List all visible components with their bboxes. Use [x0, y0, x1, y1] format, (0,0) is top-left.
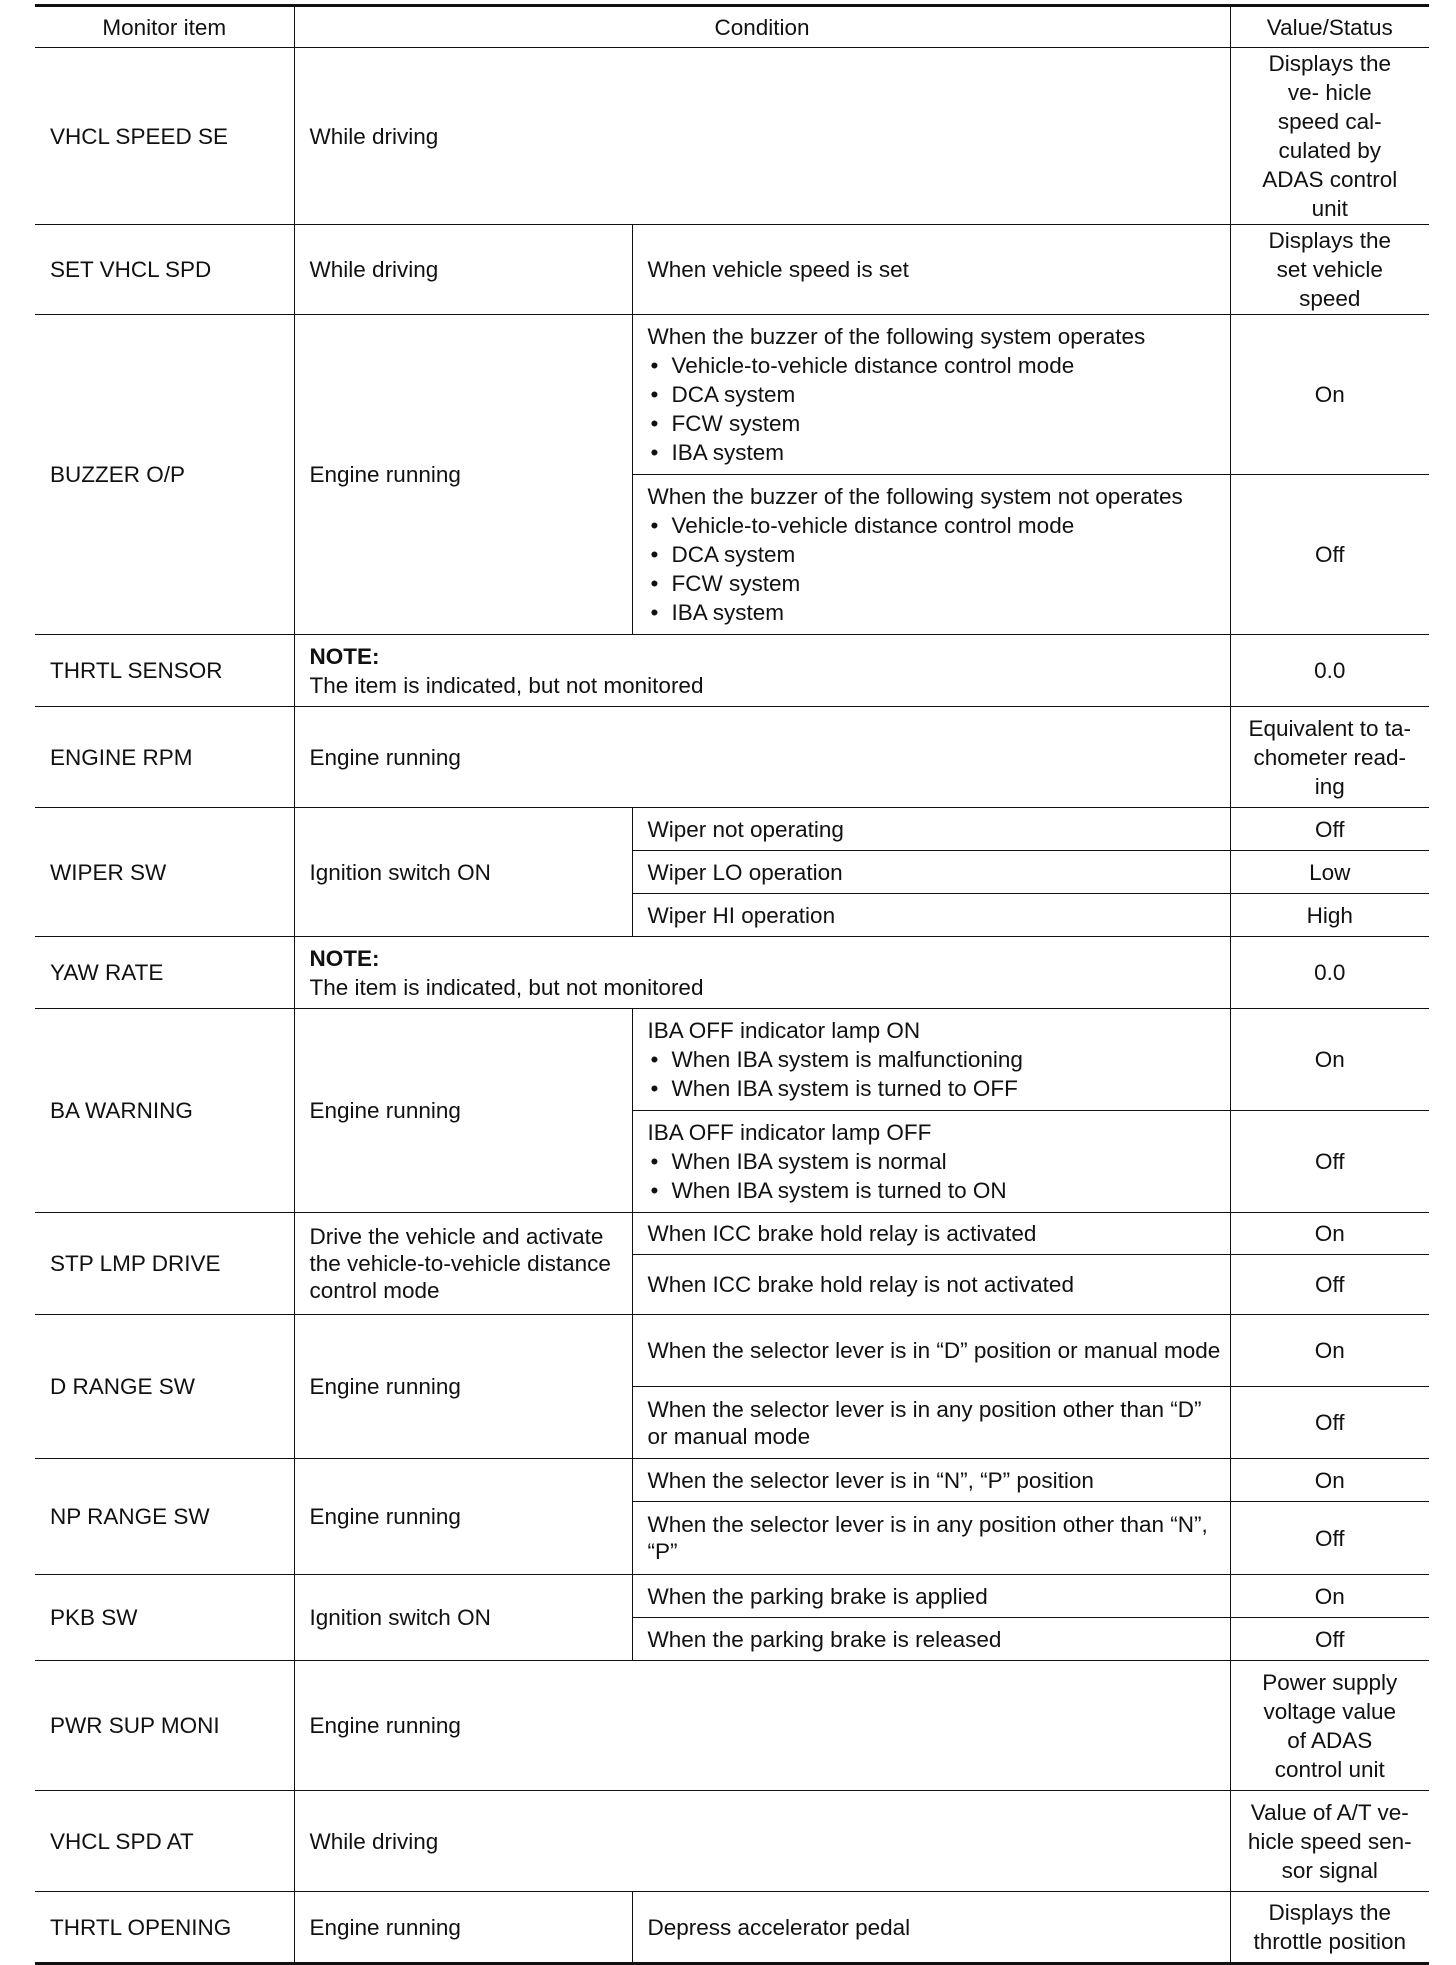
- condition-cell: While driving: [294, 48, 1230, 225]
- sub-condition-cell: When the selector lever is in any position other than “D” or manual mode: [632, 1387, 1230, 1459]
- monitor-item-cell: PKB SW: [35, 1575, 294, 1661]
- header-value-status: Value/Status: [1230, 6, 1429, 48]
- sub-condition-lead: IBA OFF indicator lamp ON: [647, 1018, 921, 1043]
- sub-condition-cell: When ICC brake hold relay is not activated: [632, 1255, 1230, 1315]
- value-cell: 0.0: [1230, 635, 1429, 707]
- table-row: [35, 937, 1429, 1009]
- sub-condition-cell: [632, 315, 1230, 475]
- note-cell: [294, 937, 1230, 1009]
- sub-condition-cell: When the parking brake is applied: [632, 1575, 1230, 1618]
- value-cell: On: [1230, 1315, 1429, 1387]
- monitor-item-cell: YAW RATE: [35, 937, 294, 1009]
- value-cell: Value of A/T ve- hicle speed sen- sor signal: [1230, 1791, 1429, 1892]
- table-row: [35, 1009, 1429, 1111]
- monitor-item-cell: WIPER SW: [35, 808, 294, 937]
- condition-cell: Engine running: [294, 1661, 1230, 1791]
- sub-condition-cell: Wiper not operating: [632, 808, 1230, 851]
- value-cell: Off: [1230, 1111, 1429, 1213]
- monitor-item-cell: VHCL SPEED SE: [35, 48, 294, 225]
- sub-condition-cell: When the selector lever is in “N”, “P” position: [632, 1459, 1230, 1502]
- list-item: • FCW system: [648, 409, 1230, 438]
- header-condition: Condition: [294, 6, 1230, 48]
- condition-cell: Engine running: [294, 1009, 632, 1213]
- value-cell: Equivalent to ta- chometer read- ing: [1230, 707, 1429, 808]
- sub-condition-cell: When ICC brake hold relay is activated: [632, 1213, 1230, 1255]
- value-cell: High: [1230, 894, 1429, 937]
- monitor-item-cell: THRTL SENSOR: [35, 635, 294, 707]
- bullet-list: [648, 1147, 1230, 1205]
- sub-condition-lead: When the buzzer of the following system not operates: [647, 484, 1183, 509]
- value-cell: Displays the ve- hicle speed cal- culated by ADAS control unit: [1230, 48, 1429, 225]
- list-item: • Vehicle-to-vehicle distance control mode: [648, 351, 1230, 380]
- note-text: The item is indicated, but not monitored: [309, 672, 704, 698]
- monitor-item-cell: BA WARNING: [35, 1009, 294, 1213]
- sub-condition-cell: When the selector lever is in any position other than “N”, “P”: [632, 1502, 1230, 1575]
- list-item: • When IBA system is turned to ON: [648, 1176, 1230, 1205]
- sub-condition-cell: [632, 1111, 1230, 1213]
- table-row: [35, 1213, 1429, 1255]
- monitor-item-cell: THRTL OPENING: [35, 1892, 294, 1964]
- condition-cell: While driving: [294, 225, 632, 315]
- sub-condition-lead: When the buzzer of the following system operates: [647, 324, 1146, 349]
- value-cell: Off: [1230, 1387, 1429, 1459]
- sub-condition-cell: Depress accelerator pedal: [632, 1892, 1230, 1964]
- monitor-item-cell: D RANGE SW: [35, 1315, 294, 1459]
- table-row: [35, 48, 1429, 225]
- sub-condition-cell: Wiper HI operation: [632, 894, 1230, 937]
- sub-condition-cell: Wiper LO operation: [632, 851, 1230, 894]
- condition-cell: Engine running: [294, 315, 632, 635]
- table-row: [35, 1892, 1429, 1964]
- sub-condition-cell: [632, 475, 1230, 635]
- table-header-row: [35, 6, 1429, 48]
- note-label: NOTE:: [309, 945, 380, 971]
- value-cell: On: [1230, 1009, 1429, 1111]
- list-item: • Vehicle-to-vehicle distance control mode: [648, 511, 1230, 540]
- value-cell: Displays the throttle position: [1230, 1892, 1429, 1964]
- table-row: [35, 808, 1429, 851]
- list-item: • IBA system: [648, 438, 1230, 467]
- condition-cell: Engine running: [294, 1315, 632, 1459]
- value-cell: Displays the set vehicle speed: [1230, 225, 1429, 315]
- condition-cell: Engine running: [294, 1892, 632, 1964]
- monitor-item-cell: VHCL SPD AT: [35, 1791, 294, 1892]
- list-item: • When IBA system is normal: [648, 1147, 1230, 1176]
- condition-cell: Ignition switch ON: [294, 808, 632, 937]
- list-item: • DCA system: [648, 380, 1230, 409]
- table-row: [35, 1661, 1429, 1791]
- monitor-item-cell: STP LMP DRIVE: [35, 1213, 294, 1315]
- list-item: • IBA system: [648, 598, 1230, 627]
- table-row: [35, 1575, 1429, 1618]
- value-cell: On: [1230, 1575, 1429, 1618]
- monitor-item-table: [35, 4, 1429, 1965]
- condition-cell: Engine running: [294, 707, 1230, 808]
- monitor-item-cell: SET VHCL SPD: [35, 225, 294, 315]
- value-cell: 0.0: [1230, 937, 1429, 1009]
- note-label: NOTE:: [309, 643, 380, 669]
- value-cell: Off: [1230, 808, 1429, 851]
- sub-condition-cell: [632, 1009, 1230, 1111]
- list-item: • FCW system: [648, 569, 1230, 598]
- value-cell: On: [1230, 1459, 1429, 1502]
- table-row: [35, 1459, 1429, 1502]
- note-text: The item is indicated, but not monitored: [309, 974, 704, 1000]
- list-item: • DCA system: [648, 540, 1230, 569]
- table-row: [35, 707, 1429, 808]
- list-item: • When IBA system is turned to OFF: [648, 1074, 1230, 1103]
- value-cell: Off: [1230, 1255, 1429, 1315]
- value-cell: On: [1230, 315, 1429, 475]
- monitor-item-cell: NP RANGE SW: [35, 1459, 294, 1575]
- sub-condition-cell: When vehicle speed is set: [632, 225, 1230, 315]
- list-item: • When IBA system is malfunctioning: [648, 1045, 1230, 1074]
- table-row: [35, 1315, 1429, 1387]
- condition-cell: Engine running: [294, 1459, 632, 1575]
- table-row: [35, 635, 1429, 707]
- condition-cell: Drive the vehicle and activate the vehicle-to-vehicle distance control mode: [294, 1213, 632, 1315]
- table-row: [35, 1791, 1429, 1892]
- value-cell: On: [1230, 1213, 1429, 1255]
- value-cell: Off: [1230, 1618, 1429, 1661]
- bullet-list: [648, 1045, 1230, 1103]
- bullet-list: [648, 351, 1230, 467]
- table-row: [35, 225, 1429, 315]
- value-cell: Low: [1230, 851, 1429, 894]
- condition-cell: While driving: [294, 1791, 1230, 1892]
- monitor-item-cell: BUZZER O/P: [35, 315, 294, 635]
- condition-cell: Ignition switch ON: [294, 1575, 632, 1661]
- monitor-item-cell: PWR SUP MONI: [35, 1661, 294, 1791]
- value-cell: Power supply voltage value of ADAS control unit: [1230, 1661, 1429, 1791]
- value-cell: Off: [1230, 1502, 1429, 1575]
- monitor-item-cell: ENGINE RPM: [35, 707, 294, 808]
- header-monitor-item: Monitor item: [35, 6, 294, 48]
- sub-condition-lead: IBA OFF indicator lamp OFF: [647, 1120, 932, 1145]
- value-cell: Off: [1230, 475, 1429, 635]
- note-cell: [294, 635, 1230, 707]
- sub-condition-cell: When the parking brake is released: [632, 1618, 1230, 1661]
- table-row: [35, 315, 1429, 475]
- sub-condition-cell: When the selector lever is in “D” position or manual mode: [632, 1315, 1230, 1387]
- bullet-list: [648, 511, 1230, 627]
